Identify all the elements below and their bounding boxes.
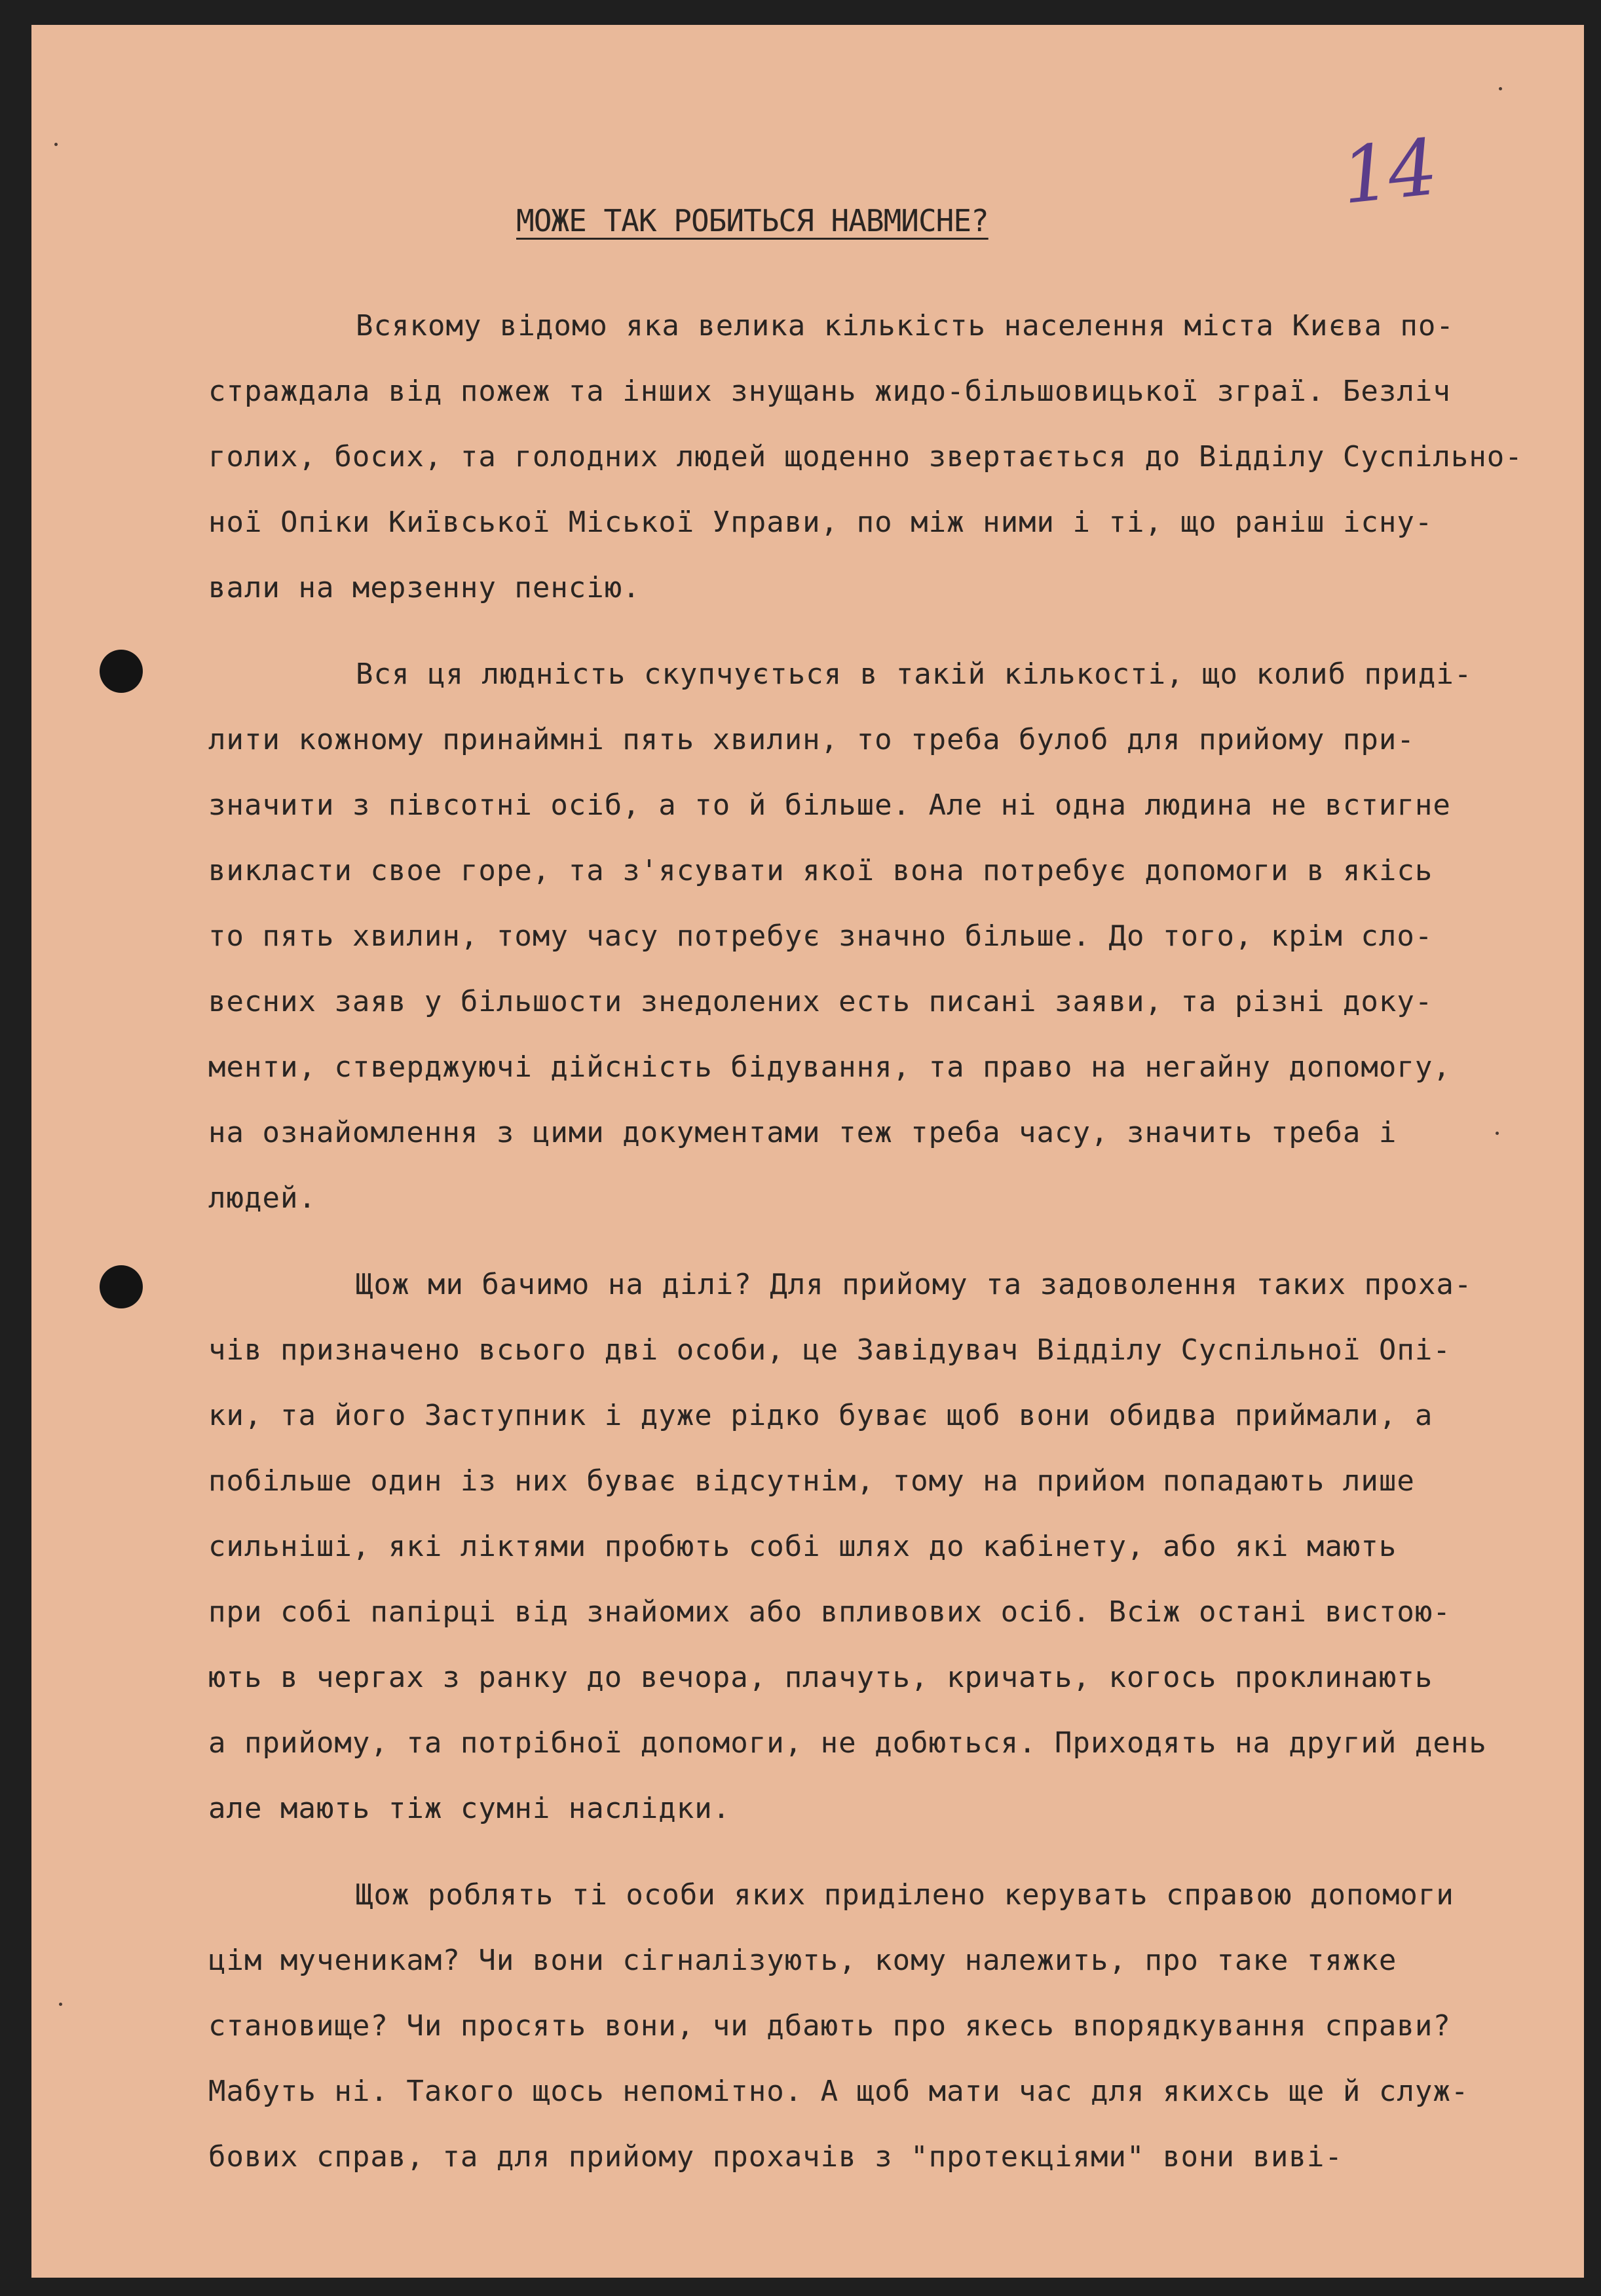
paragraph bbox=[208, 1862, 1584, 2190]
text-line: на ознайомлення з цими документами теж треба часу, значить треба і bbox=[208, 1116, 1397, 1149]
text-line: вали на мерзенну пенсію. bbox=[208, 571, 641, 604]
punch-hole bbox=[100, 1265, 143, 1308]
text-line: то пять хвилин, тому часу потребує значно більше. До того, крім сло- bbox=[208, 919, 1433, 953]
text-line: менти, стверджуючі дійсність бідування, та право на негайну допомогу, bbox=[208, 1050, 1451, 1084]
text-line: викласти свое горе, та з'ясувати якої вона потребує допомоги в якісь bbox=[208, 854, 1433, 887]
text-line: страждала від пожеж та інших знущань жидо-більшовицької зграї. Безліч bbox=[208, 375, 1451, 408]
paragraph bbox=[208, 1252, 1584, 1842]
text-line: людей. bbox=[208, 1181, 316, 1215]
paragraph-gap bbox=[208, 621, 1584, 642]
text-line: Всякому відомо яка велика кількість населення міста Києва по- bbox=[356, 309, 1454, 343]
text-line: Щож ми бачимо на ділі? Для прийому та задоволення таких проха- bbox=[356, 1268, 1473, 1301]
text-line: ної Опіки Київської Міської Управи, по між ними і ті, що раніш існу- bbox=[208, 506, 1433, 539]
text-line: чів призначено всього дві особи, це Завідувач Відділу Суспільної Опі- bbox=[208, 1333, 1451, 1367]
paragraph-gap bbox=[208, 1842, 1584, 1862]
document-body bbox=[208, 293, 1584, 2190]
text-line: Вся ця людність скупчується в такій кількості, що колиб приді- bbox=[356, 657, 1473, 691]
paper-speck bbox=[1499, 87, 1502, 90]
text-line: значити з півсотні осіб, а то й більше. Але ні одна людина не встигне bbox=[208, 788, 1451, 822]
paper-speck bbox=[54, 143, 58, 146]
text-line: сильніші, які ліктями пробють собі шлях до кабінету, або які мають bbox=[208, 1530, 1397, 1563]
text-line: Мабуть ні. Такого щось непомітно. А щоб мати час для якихсь ще й служ- bbox=[208, 2075, 1469, 2108]
text-line: ють в чергах з ранку до вечора, плачуть, кричать, когось проклинають bbox=[208, 1661, 1433, 1694]
text-line: а прийому, та потрібної допомоги, не добються. Приходять на другий день bbox=[208, 1726, 1487, 1760]
punch-hole bbox=[100, 650, 143, 693]
text-line: Щож роблять ті особи яких приділено керувать справою допомоги bbox=[356, 1878, 1454, 1912]
paper-speck bbox=[59, 2003, 62, 2006]
text-line: цім мученикам? Чи вони сігналізують, кому належить, про таке тяжке bbox=[208, 1944, 1397, 1977]
paragraph-gap bbox=[208, 1231, 1584, 1252]
text-line: бових справ, та для прийому прохачів з "протекціями" вони виві- bbox=[208, 2140, 1343, 2174]
text-line: голих, босих, та голодних людей щоденно звертається до Відділу Суспільно- bbox=[208, 440, 1523, 473]
text-line: ки, та його Заступник і дуже рідко буває щоб вони обидва приймали, а bbox=[208, 1399, 1433, 1432]
text-line: але мають тіж сумні наслідки. bbox=[208, 1792, 731, 1825]
document-page bbox=[31, 25, 1584, 2278]
document-title: МОЖЕ ТАК РОБИТЬСЯ НАВМИСНЕ? bbox=[516, 203, 989, 238]
text-line: становище? Чи просять вони, чи дбають про якесь впорядкування справи? bbox=[208, 2009, 1451, 2043]
text-line: лити кожному принаймні пять хвилин, то треба булоб для прийому при- bbox=[208, 723, 1415, 756]
text-line: побільше один із них буває відсутнім, тому на прийом попадають лише bbox=[208, 1464, 1415, 1498]
text-line: весних заяв у більшости знедолених есть писані заяви, та різні доку- bbox=[208, 985, 1433, 1018]
text-line: при собі папірці від знайомих або впливових осіб. Всіж остані вистою- bbox=[208, 1595, 1451, 1629]
paragraph bbox=[208, 642, 1584, 1231]
page-number: 14 bbox=[1337, 121, 1439, 222]
paragraph bbox=[208, 293, 1584, 621]
